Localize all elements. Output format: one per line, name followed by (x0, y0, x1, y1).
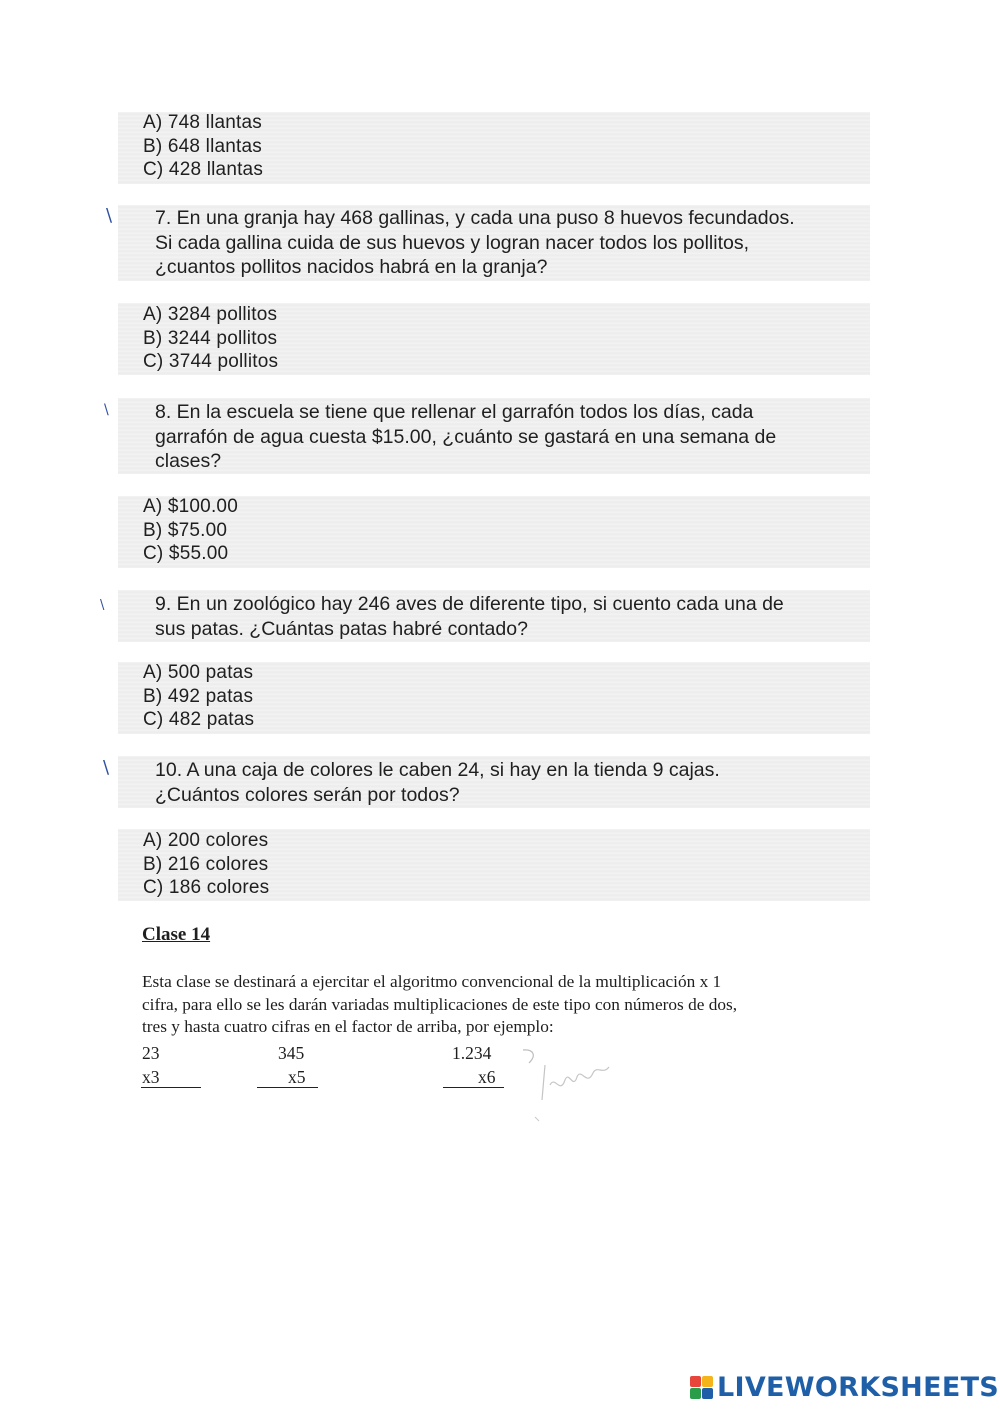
option-b[interactable]: B) 3244 pollitos (143, 327, 278, 349)
question-line: 9. En un zoológico hay 246 aves de diferente tipo, si cuento cada una de (155, 593, 784, 615)
question-line: ¿cuantos pollitos nacidos habrá en la granja? (155, 256, 548, 278)
q9-options (143, 661, 254, 732)
check-mark-icon: \ (104, 402, 109, 418)
option-c[interactable]: C) 428 llantas (143, 159, 264, 180)
check-mark-icon: \ (103, 757, 110, 778)
liveworksheets-logo (690, 1371, 1000, 1403)
question-line: garrafón de agua cuesta $15.00, ¿cuánto se gastará en una semana de (155, 425, 777, 448)
logo-mark-icon (690, 1376, 713, 1399)
q8-options (143, 495, 238, 566)
option-b[interactable]: B) 492 patas (143, 685, 254, 707)
q7-options (143, 303, 278, 374)
question-9 (155, 592, 875, 641)
option-c[interactable]: C) $55.00 (143, 543, 229, 564)
section-title: Clase 14 (142, 924, 211, 945)
option-a[interactable]: A) $100.00 (143, 496, 238, 517)
example-1-bottom: x3 (142, 1067, 160, 1087)
option-a[interactable]: A) 748 llantas (143, 112, 262, 133)
question-line: 7. En una granja hay 468 gallinas, y cada una puso 8 huevos fecundados. (155, 207, 795, 229)
example-1-top: 23 (142, 1043, 160, 1063)
option-a[interactable]: A) 3284 pollitos (143, 304, 278, 325)
option-b[interactable]: B) 648 llantas (143, 135, 262, 157)
check-mark-icon: \ (100, 598, 105, 613)
question-line: sus patas. ¿Cuántas patas habré contado? (155, 617, 528, 640)
underline (257, 1087, 318, 1088)
question-line: 10. A una caja de colores le caben 24, si hay en la tienda 9 cajas. (155, 759, 720, 781)
paragraph-line: tres y hasta cuatro cifras en el factor de arriba, por ejemplo: (142, 1017, 554, 1036)
section-paragraph (142, 971, 862, 1039)
question-7 (155, 206, 875, 280)
option-b[interactable]: B) $75.00 (143, 519, 228, 541)
question-10 (155, 758, 875, 807)
check-mark-icon: \ (106, 205, 113, 226)
example-2-bottom: x5 (288, 1067, 306, 1087)
option-a[interactable]: A) 200 colores (143, 830, 269, 851)
q10-options (143, 829, 269, 900)
underline (443, 1087, 504, 1088)
option-c[interactable]: C) 3744 pollitos (143, 351, 279, 372)
question-line: ¿Cuántos colores serán por todos? (155, 783, 460, 806)
example-3-top: 1.234 (452, 1043, 492, 1063)
option-b[interactable]: B) 216 colores (143, 853, 269, 875)
question-line: Si cada gallina cuida de sus huevos y logran nacer todos los pollitos, (155, 231, 750, 254)
q6-options (143, 111, 263, 182)
handwritten-scribble-icon (515, 1045, 625, 1125)
paragraph-line: Esta clase se destinará a ejercitar el algoritmo convencional de la multiplicación x 1 (142, 972, 722, 991)
option-a[interactable]: A) 500 patas (143, 662, 254, 683)
example-2-top: 345 (278, 1043, 305, 1063)
paragraph-line: cifra, para ello se les darán variadas multiplicaciones de este tipo con números de dos, (142, 994, 738, 1014)
question-line: 8. En la escuela se tiene que rellenar el garrafón todos los días, cada (155, 401, 754, 423)
question-8 (155, 400, 875, 474)
question-line: clases? (155, 450, 222, 472)
logo-text: LIVEWORKSHEETS (717, 1371, 1000, 1403)
option-c[interactable]: C) 482 patas (143, 709, 255, 730)
option-c[interactable]: C) 186 colores (143, 877, 270, 898)
example-3-bottom: x6 (478, 1067, 496, 1087)
underline (141, 1087, 201, 1088)
